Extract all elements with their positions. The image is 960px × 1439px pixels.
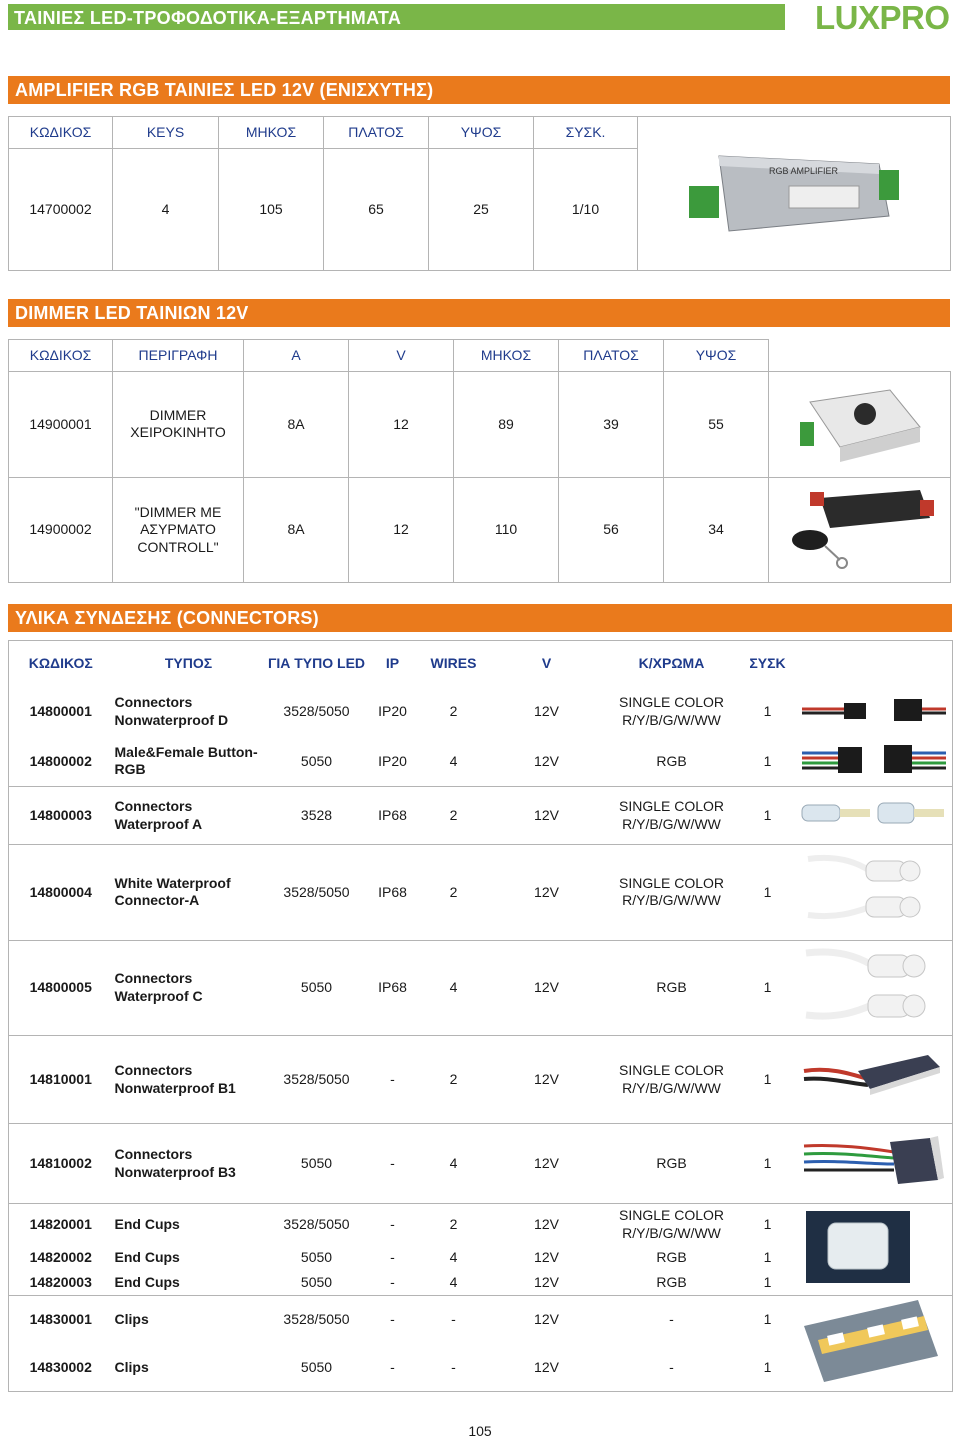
connector-row: [9, 787, 953, 845]
connector-row: [9, 687, 953, 737]
connectors-table: [8, 640, 953, 1392]
col-led-type: ΓΙΑ ΤΥΠΟ LED: [267, 655, 366, 671]
cell-volts: 12V: [534, 702, 559, 719]
connector-image: [795, 1036, 953, 1124]
connector-row: [9, 1296, 953, 1344]
col-keys: KEYS: [113, 117, 219, 149]
waterproof-c-image: [798, 941, 948, 1031]
connector-row: [9, 1204, 953, 1246]
col-ip: IP: [385, 655, 400, 671]
cell-code: 14700002: [9, 149, 113, 271]
cell-ip: IP68: [369, 845, 417, 941]
col-amps: A: [244, 340, 349, 372]
cell-volts: 12V: [491, 1036, 603, 1124]
connectors-section-title: [8, 604, 952, 632]
amplifier-table: [8, 116, 951, 271]
waterproof-a-image: [798, 793, 948, 833]
cell-code: 14800002: [29, 752, 92, 769]
cell-color: RGB: [656, 1274, 687, 1290]
col-length: ΜΗΚΟΣ: [219, 117, 324, 149]
brand-logo: LUXPRO: [815, 0, 950, 36]
connectors-title-text: ΥΛΙΚΑ ΣΥΝΔΕΣΗΣ (CONNECTORS): [15, 608, 319, 628]
cell-volts: 12V: [491, 1124, 603, 1204]
cell-pack: 1: [741, 1124, 795, 1204]
cell-width: 39: [559, 372, 664, 478]
page-number: 105: [468, 1423, 492, 1439]
cell-code: 14820003: [29, 1274, 92, 1290]
cell-color: RGB: [603, 1124, 741, 1204]
cell-code: 14830001: [9, 1296, 113, 1344]
cell-type: Connectors Nonwaterproof B1: [113, 1036, 265, 1124]
cell-pack: 1: [763, 1249, 772, 1266]
cell-ip: -: [369, 1124, 417, 1204]
header-bar: [8, 4, 785, 30]
connector-row: [9, 737, 953, 787]
cell-wires: 2: [417, 845, 491, 941]
amplifier-title-text: AMPLIFIER RGB ΤΑΙΝΙΕΣ LED 12V (ΕΝΙΣΧΥΤΗΣ): [15, 80, 434, 100]
amplifier-header-row: [9, 117, 951, 149]
cell-ip: -: [390, 1358, 395, 1375]
cell-wires: 4: [449, 1274, 458, 1290]
cell-wires: 4: [449, 1249, 458, 1266]
cell-code: 14800003: [9, 787, 113, 845]
cell-color: RGB: [656, 752, 687, 769]
cell-wires: 2: [449, 702, 458, 719]
cell-width: 65: [324, 149, 429, 271]
connector-image: [795, 687, 953, 737]
header-title: ΤΑΙΝΙΕΣ LED-ΤΡΟΦΟΔΟΤΙΚΑ-ΕΞΑΡΤΗΜΑΤΑ: [14, 8, 402, 28]
cell-led: 5050: [300, 1249, 333, 1266]
cell-type: End Cups: [113, 1204, 265, 1246]
cell-volts: 12V: [491, 1204, 603, 1246]
cell-type: Connectors Waterproof A: [113, 787, 265, 845]
cell-width: 56: [559, 477, 664, 583]
cell-volts: 12: [349, 372, 454, 478]
cell-color: -: [669, 1358, 674, 1375]
cell-pack: 1: [763, 702, 772, 719]
cell-volts: 12V: [491, 787, 603, 845]
cell-height: 25: [429, 149, 534, 271]
connector-row: [9, 1036, 953, 1124]
col-height: ΥΨΟΣ: [429, 117, 534, 149]
amplifier-label: RGB AMPLIFIER: [769, 166, 839, 177]
cell-volts: 12: [349, 477, 454, 583]
cell-ip: -: [369, 1204, 417, 1246]
cell-length: 105: [219, 149, 324, 271]
cell-volts: 12V: [534, 1358, 559, 1375]
connector-row: [9, 845, 953, 941]
col-pack: ΣΥΣΚ.: [534, 117, 638, 149]
manual-dimmer-image: [770, 372, 950, 472]
cell-code: 14810001: [9, 1036, 113, 1124]
dimmer-title-text: DIMMER LED ΤΑΙΝΙΩΝ 12V: [15, 303, 249, 323]
cell-wires: -: [417, 1296, 491, 1344]
col-description: ΠΕΡΙΓΡΑΦΗ: [113, 340, 244, 372]
cell-length: 110: [454, 477, 559, 583]
col-color: Κ/ΧΡΩΜΑ: [638, 655, 705, 671]
cell-wires: 2: [417, 1036, 491, 1124]
wireless-dimmer-image: [770, 478, 950, 578]
cell-led: 5050: [265, 1124, 369, 1204]
cell-led: 3528/5050: [283, 702, 350, 719]
connector-row: [9, 1124, 953, 1204]
connector-image: [795, 787, 953, 845]
cell-code: 14900002: [9, 477, 113, 583]
rgb-amplifier-image: [679, 136, 909, 246]
connector-image: [795, 737, 953, 787]
cell-volts: 12V: [534, 752, 559, 769]
cell-volts: 12V: [534, 1249, 559, 1266]
cell-ip: IP20: [378, 752, 407, 769]
col-type: ΤΥΠΟΣ: [164, 655, 213, 671]
cell-code: 14810002: [9, 1124, 113, 1204]
cell-description: "DIMMER ΜΕ ΑΣΥΡΜΑΤΟ CONTROLL": [113, 477, 244, 583]
cell-pack: 1: [763, 1358, 772, 1375]
dimmer-section-title: [8, 299, 950, 327]
end-cup-image: [798, 1207, 948, 1287]
cell-color: RGB: [603, 940, 741, 1036]
cell-pack: 1: [741, 845, 795, 941]
cell-volts: 12V: [491, 845, 603, 941]
cell-led: 5050: [300, 752, 333, 769]
connector-image: [795, 1124, 953, 1204]
connector-image: [795, 940, 953, 1036]
cell-pack: 1: [763, 752, 772, 769]
cell-keys: 4: [113, 149, 219, 271]
dimmer-manual-image: [769, 372, 951, 478]
cell-led: 3528/5050: [265, 1296, 369, 1344]
cell-pack: 1/10: [534, 149, 638, 271]
cell-color: SINGLE COLOR R/Y/B/G/W/WW: [603, 845, 741, 941]
cell-wires: 4: [417, 1124, 491, 1204]
cell-color: SINGLE COLOR R/Y/B/G/W/WW: [618, 694, 725, 728]
cell-color: RGB: [656, 1249, 687, 1266]
cell-type: End Cups: [114, 1274, 180, 1290]
connector-image: [795, 845, 953, 941]
connector-row: [9, 940, 953, 1036]
cell-code: 14830002: [29, 1358, 92, 1375]
dimmer-row: [9, 372, 951, 478]
cell-pack: 1: [741, 787, 795, 845]
cell-wires: 2: [417, 787, 491, 845]
cell-type: White Waterproof Connector-A: [113, 845, 265, 941]
male-female-button-image: [798, 737, 948, 781]
col-height: ΥΨΟΣ: [664, 340, 769, 372]
cell-ip: -: [369, 1036, 417, 1124]
cell-wires: -: [451, 1358, 456, 1375]
clips-strip-image: [798, 1296, 948, 1386]
cell-led: 5050: [300, 1274, 333, 1290]
col-code: ΚΩΔΙΚΟΣ: [9, 340, 113, 372]
cell-ip: -: [390, 1249, 395, 1266]
col-volts: V: [349, 340, 454, 372]
cell-height: 55: [664, 372, 769, 478]
cell-code: 14800004: [9, 845, 113, 941]
cell-wires: 4: [449, 752, 458, 769]
col-width: ΠΛΑΤΟΣ: [559, 340, 664, 372]
cell-description: DIMMER ΧΕΙΡΟΚΙΝΗΤΟ: [113, 372, 244, 478]
cell-code: 14900001: [9, 372, 113, 478]
cell-ip: IP68: [369, 940, 417, 1036]
nonwaterproof-b1-image: [798, 1037, 948, 1117]
cell-type: Clips: [113, 1296, 265, 1344]
col-length: ΜΗΚΟΣ: [454, 340, 559, 372]
cell-led: 5050: [300, 1358, 333, 1375]
cell-code: 14820002: [29, 1249, 92, 1266]
cell-color: -: [603, 1296, 741, 1344]
cell-wires: 4: [417, 940, 491, 1036]
cell-ip: -: [390, 1274, 395, 1290]
col-width: ΠΛΑΤΟΣ: [324, 117, 429, 149]
cell-led: 3528/5050: [265, 1204, 369, 1246]
cell-volts: 12V: [491, 940, 603, 1036]
cell-ip: IP20: [378, 702, 407, 719]
col-volts: V: [541, 655, 552, 671]
cell-pack: 1: [763, 1274, 772, 1290]
col-code: ΚΩΔΙΚΟΣ: [9, 117, 113, 149]
end-cups-image: [795, 1204, 953, 1296]
cell-length: 89: [454, 372, 559, 478]
cell-led: 3528/5050: [265, 1036, 369, 1124]
dimmer-table: [8, 339, 951, 583]
dimmer-header-row: [9, 340, 951, 372]
cell-height: 34: [664, 477, 769, 583]
cell-pack: 1: [741, 1296, 795, 1344]
empty-cell: [795, 641, 953, 687]
cell-pack: 1: [741, 1204, 795, 1246]
cell-pack: 1: [741, 940, 795, 1036]
cell-ip: IP68: [369, 787, 417, 845]
cell-type: Connectors Nonwaterproof B3: [113, 1124, 265, 1204]
cell-type: End Cups: [114, 1249, 180, 1266]
dimmer-row: [9, 477, 951, 583]
cell-code: 14800005: [9, 940, 113, 1036]
nonwaterproof-b3-image: [798, 1124, 948, 1198]
col-pack: ΣΥΣΚ: [749, 655, 786, 671]
cell-type: Clips: [114, 1358, 149, 1375]
dimmer-wireless-image: [769, 477, 951, 583]
clips-image: [795, 1296, 953, 1392]
connectors-header-row: [9, 641, 953, 687]
cell-type: Male&Female Button-RGB: [114, 743, 258, 778]
cell-code: 14800001: [29, 702, 92, 719]
cell-volts: 12V: [534, 1274, 559, 1290]
connector-d-image: [798, 689, 948, 729]
empty-cell: [769, 340, 951, 372]
cell-type: Connectors Waterproof C: [113, 940, 265, 1036]
amplifier-section-title: [8, 76, 950, 104]
cell-led: 3528/5050: [265, 845, 369, 941]
cell-amps: 8A: [244, 372, 349, 478]
cell-led: 3528: [265, 787, 369, 845]
cell-led: 5050: [265, 940, 369, 1036]
cell-type: Connectors Nonwaterproof D: [114, 694, 229, 728]
white-waterproof-a-image: [798, 845, 948, 935]
cell-pack: 1: [741, 1036, 795, 1124]
cell-ip: -: [369, 1296, 417, 1344]
cell-color: SINGLE COLOR R/Y/B/G/W/WW: [603, 787, 741, 845]
cell-wires: 2: [417, 1204, 491, 1246]
cell-color: SINGLE COLOR R/Y/B/G/W/WW: [603, 1036, 741, 1124]
cell-amps: 8A: [244, 477, 349, 583]
amplifier-product-image: [638, 117, 951, 271]
cell-color: SINGLE COLOR R/Y/B/G/W/WW: [603, 1204, 741, 1246]
cell-code: 14820001: [9, 1204, 113, 1246]
cell-volts: 12V: [491, 1296, 603, 1344]
col-code: ΚΩΔΙΚΟΣ: [28, 655, 93, 671]
col-wires: WIRES: [430, 655, 477, 671]
